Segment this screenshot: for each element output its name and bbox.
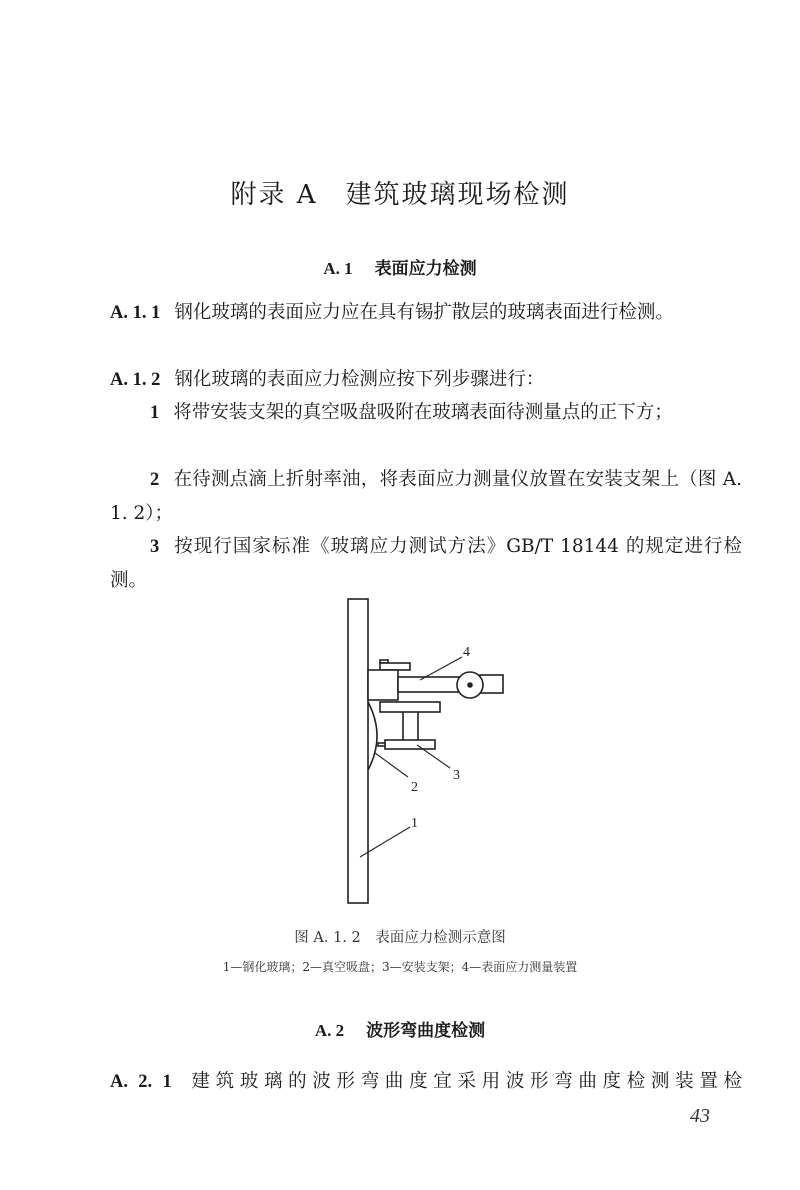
mount-body [368, 670, 398, 700]
step-number: 1 [150, 403, 160, 423]
section-number: A. 2 [314, 1021, 345, 1040]
dial-center [468, 683, 472, 687]
step-text: 在待测点滴上折射率油，将表面应力测量仪放置在安装支架上（图 A. 1. 2）； [110, 469, 742, 525]
leader-line-2 [375, 753, 408, 777]
clause-number: A. 1. 1 [110, 303, 161, 323]
figure-caption: 图 A. 1. 2 表面应力检测示意图 [294, 930, 506, 946]
step-text: 将带安装支架的真空吸盘吸附在玻璃表面待测量点的正下方； [173, 402, 673, 423]
step-number: 3 [150, 537, 160, 557]
section-title: 表面应力检测 [374, 259, 477, 279]
suction-cup [368, 702, 377, 770]
meter-arm [398, 677, 463, 692]
bracket-stub [378, 743, 385, 746]
page-number: 43 [690, 1105, 710, 1127]
glass-panel [348, 599, 368, 903]
clause-number: A. 1. 2 [110, 370, 161, 390]
top-plate [380, 663, 410, 670]
section-heading-a2 [0, 1016, 800, 1041]
section-title: 波形弯曲度检测 [366, 1021, 486, 1041]
bracket-upper-plate [380, 702, 440, 712]
clause-a-2-1 [110, 1065, 742, 1099]
figure-label-1: 1 [411, 816, 418, 831]
figure-legend: 1—钢化玻璃；2—真空吸盘；3—安装支架；4—表面应力测量装置 [222, 960, 578, 974]
figure-label-2: 2 [411, 780, 418, 795]
step-text: 按现行国家标准《玻璃应力测试方法》GB/T 18144 的规定进行检测。 [110, 536, 742, 592]
bracket-lower-plate [385, 740, 435, 749]
section-number: A. 1 [323, 259, 353, 278]
clause-text: 钢化玻璃的表面应力应在具有锡扩散层的玻璃表面进行检测。 [174, 302, 674, 323]
figure-label-3: 3 [453, 768, 460, 783]
step-number: 2 [150, 470, 160, 490]
clause-text: 钢化玻璃的表面应力检测应按下列步骤进行： [174, 369, 545, 390]
clause-text: 建筑玻璃的波形弯曲度宜采用波形弯曲度检测装置检 [185, 1071, 742, 1092]
figure-label-4: 4 [463, 645, 470, 660]
appendix-title: 附录 A 建筑玻璃现场检测 [230, 180, 570, 210]
clause-number: A. 2. 1 [110, 1072, 172, 1092]
